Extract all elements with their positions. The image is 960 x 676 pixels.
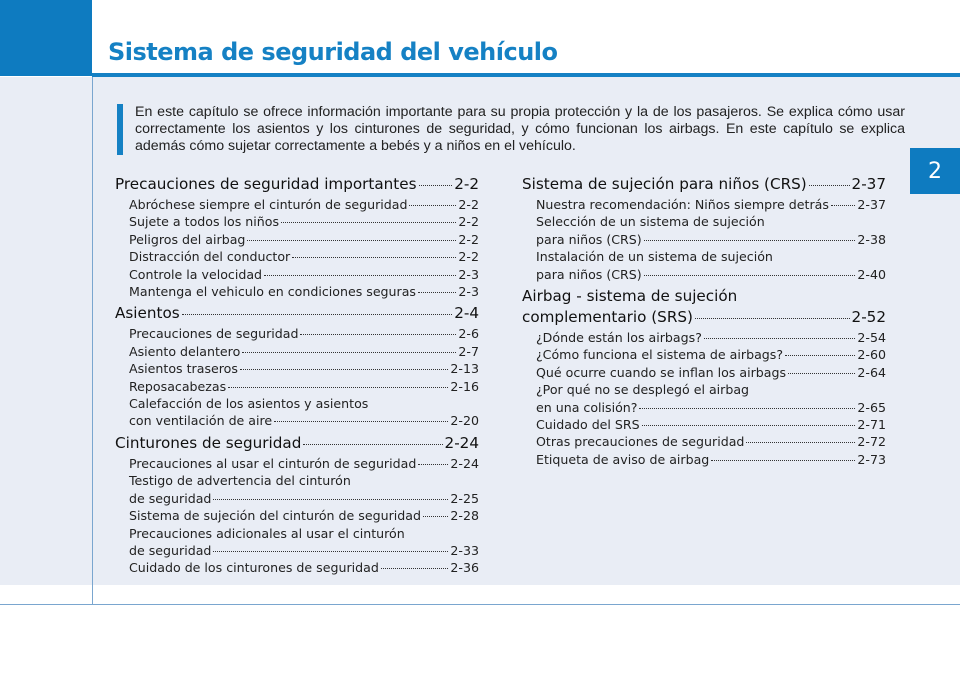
toc-entry-page: 2-60 bbox=[857, 347, 886, 363]
toc-section-label: Sistema de sujeción para niños (CRS) bbox=[522, 175, 807, 193]
toc-leader bbox=[247, 240, 456, 241]
toc-entry-label: de seguridad bbox=[129, 490, 212, 506]
toc-leader bbox=[213, 499, 448, 500]
toc-leader bbox=[644, 240, 856, 241]
toc-leader bbox=[809, 185, 850, 186]
toc-section[interactable] bbox=[522, 307, 886, 328]
toc-entry[interactable] bbox=[115, 196, 479, 213]
toc-entry-label-line[interactable]: ¿Por qué no se desplegó el airbag bbox=[536, 382, 750, 398]
toc-entry-label: Reposacabezas bbox=[129, 378, 227, 394]
toc-entry[interactable] bbox=[522, 346, 886, 363]
toc-entry[interactable] bbox=[115, 507, 479, 524]
toc-entry[interactable] bbox=[115, 559, 479, 576]
toc-entry[interactable] bbox=[522, 399, 886, 416]
toc-entry[interactable] bbox=[522, 231, 886, 248]
toc-section-page: 2-2 bbox=[454, 175, 479, 193]
toc-entry-page: 2-24 bbox=[450, 455, 479, 471]
toc-leader bbox=[281, 222, 456, 223]
toc-entry[interactable] bbox=[115, 490, 479, 507]
toc-leader bbox=[831, 205, 855, 206]
toc-entry[interactable] bbox=[115, 248, 479, 265]
toc-entry-label-line[interactable]: Calefacción de los asientos y asientos bbox=[129, 396, 369, 412]
toc-leader bbox=[639, 408, 855, 409]
toc-entry-label: Precauciones al usar el cinturón de seguridad bbox=[129, 455, 417, 471]
toc-leader bbox=[642, 425, 856, 426]
toc-entry-page: 2-16 bbox=[450, 378, 479, 394]
toc-entry-label: en una colisión? bbox=[536, 399, 638, 415]
toc-entry[interactable] bbox=[115, 343, 479, 360]
toc-entry-page: 2-20 bbox=[450, 413, 479, 429]
toc-entry-label: para niños (CRS) bbox=[536, 231, 642, 247]
toc-entry-label: Peligros del airbag bbox=[129, 231, 246, 247]
toc-section-page: 2-52 bbox=[851, 308, 886, 327]
toc-entry-page: 2-37 bbox=[857, 197, 886, 212]
toc-leader bbox=[274, 421, 448, 422]
toc-entry[interactable] bbox=[115, 412, 479, 429]
corner-block bbox=[0, 0, 92, 76]
toc-entry-label: Controle la velocidad bbox=[129, 266, 263, 282]
left-margin-line bbox=[92, 77, 93, 604]
toc-entry[interactable] bbox=[115, 325, 479, 342]
toc-entry-label: Sistema de sujeción del cinturón de seguridad bbox=[129, 508, 421, 524]
toc-leader bbox=[303, 444, 442, 445]
bottom-rule bbox=[0, 604, 960, 605]
toc-entry-label: con ventilación de aire bbox=[129, 413, 273, 429]
toc-entry-label: Qué ocurre cuando se inflan los airbags bbox=[536, 364, 787, 380]
toc-section-label: Asientos bbox=[115, 304, 180, 323]
toc-entry[interactable] bbox=[115, 542, 479, 559]
toc-entry[interactable] bbox=[115, 213, 479, 230]
toc-section[interactable] bbox=[115, 303, 479, 324]
toc-leader bbox=[300, 334, 456, 335]
toc-section-label: Cinturones de seguridad bbox=[115, 433, 302, 452]
toc-leader bbox=[240, 369, 448, 370]
toc-entry-page: 2-64 bbox=[857, 364, 886, 380]
toc-entry-label: Cuidado del SRS bbox=[536, 417, 640, 433]
toc-section-page: 2-24 bbox=[444, 433, 479, 452]
toc-entry-label: Otras precauciones de seguridad bbox=[536, 434, 745, 450]
toc-entry-label: ¿Cómo funciona el sistema de airbags? bbox=[536, 347, 784, 363]
toc-entry-label: Mantenga el vehiculo en condiciones seguras bbox=[129, 284, 416, 300]
toc-entry-page: 2-28 bbox=[450, 508, 479, 524]
chapter-tab[interactable]: 2 bbox=[910, 148, 960, 194]
toc-leader bbox=[264, 275, 456, 276]
toc-leader bbox=[242, 352, 456, 353]
toc-entry-label: de seguridad bbox=[129, 542, 212, 558]
toc-leader bbox=[228, 387, 448, 388]
toc-entry-label: Asientos traseros bbox=[129, 361, 238, 377]
toc-entry[interactable] bbox=[115, 266, 479, 283]
toc-entry-page: 2-40 bbox=[857, 266, 886, 282]
toc-entry-page: 2-71 bbox=[857, 417, 886, 433]
toc-entry-label: Precauciones de seguridad bbox=[129, 326, 299, 342]
toc-section[interactable] bbox=[115, 174, 479, 195]
toc-leader bbox=[381, 568, 449, 569]
toc-entry-page: 2-36 bbox=[450, 560, 479, 576]
toc-left-column bbox=[115, 174, 479, 577]
toc-section-label-line[interactable]: Airbag - sistema de sujeción bbox=[522, 287, 738, 306]
page-title: Sistema de seguridad del vehículo bbox=[108, 38, 558, 66]
toc-entry-page: 2-2 bbox=[458, 249, 479, 265]
toc-section[interactable] bbox=[115, 433, 479, 454]
toc-entry-label-line[interactable]: Instalación de un sistema de sujeción bbox=[536, 249, 773, 265]
toc-entry-label: ¿Dónde están los airbags? bbox=[536, 330, 702, 346]
toc-leader bbox=[418, 464, 448, 465]
toc-leader bbox=[788, 373, 855, 374]
toc-entry-page: 2-3 bbox=[458, 284, 479, 300]
toc-entry[interactable] bbox=[522, 196, 886, 213]
toc-entry-label: Nuestra recomendación: Niños siempre detrás bbox=[536, 197, 829, 212]
toc-leader bbox=[695, 318, 850, 319]
toc-entry-label-line[interactable]: Precauciones adicionales al usar el cinturón bbox=[129, 525, 405, 541]
toc-leader bbox=[423, 516, 448, 517]
toc-entry-page: 2-25 bbox=[450, 490, 479, 506]
toc-entry-label: Asiento delantero bbox=[129, 343, 241, 359]
toc-entry-page: 2-2 bbox=[458, 231, 479, 247]
toc-entry-page: 2-2 bbox=[458, 197, 479, 212]
toc-entry-page: 2-13 bbox=[450, 361, 479, 377]
toc-entry-label: Etiqueta de aviso de airbag bbox=[536, 451, 710, 467]
toc-leader bbox=[746, 442, 855, 443]
toc-entry[interactable] bbox=[522, 416, 886, 433]
toc-entry-label: Cuidado de los cinturones de seguridad bbox=[129, 560, 379, 576]
toc-entry[interactable] bbox=[115, 283, 479, 300]
toc-section-label: complementario (SRS) bbox=[522, 308, 693, 327]
toc-entry[interactable] bbox=[115, 360, 479, 377]
toc-entry[interactable] bbox=[115, 378, 479, 395]
toc-entry-page: 2-6 bbox=[458, 326, 479, 342]
toc-leader bbox=[704, 338, 856, 339]
toc-leader bbox=[418, 292, 456, 293]
toc-leader bbox=[292, 257, 456, 258]
toc-entry-page: 2-38 bbox=[857, 231, 886, 247]
toc-entry-page: 2-3 bbox=[458, 266, 479, 282]
toc-entry-page: 2-54 bbox=[857, 330, 886, 346]
toc-entry-page: 2-33 bbox=[450, 542, 479, 558]
toc-entry[interactable] bbox=[115, 455, 479, 472]
toc-entry-label-line[interactable]: Selección de un sistema de sujeción bbox=[536, 214, 765, 230]
toc-leader bbox=[644, 275, 856, 276]
toc-entry[interactable] bbox=[522, 433, 886, 450]
toc-entry-label: Distracción del conductor bbox=[129, 249, 291, 265]
toc-entry-page: 2-73 bbox=[857, 451, 886, 467]
toc-section[interactable] bbox=[522, 174, 886, 195]
toc-right-column bbox=[522, 174, 886, 468]
toc-entry-page: 2-7 bbox=[458, 343, 479, 359]
intro-paragraph: En este capítulo se ofrece información importante para su propia protección y la de los pasajeros. Se explica cómo usar correctamente los asientos y los cinturones de seguridad, y cómo funcionan los airbags. En este capítulo se explica además cómo sujetar correctamente a bebés y a niños en el vehículo. bbox=[117, 104, 905, 155]
toc-leader bbox=[785, 355, 855, 356]
toc-entry-label: Abróchese siempre el cinturón de seguridad bbox=[129, 197, 408, 212]
toc-entry-label-line[interactable]: Testigo de advertencia del cinturón bbox=[129, 473, 351, 489]
toc-section-label: Precauciones de seguridad importantes bbox=[115, 175, 417, 193]
toc-entry-page: 2-65 bbox=[857, 399, 886, 415]
toc-entry-page: 2-2 bbox=[458, 214, 479, 230]
toc-leader bbox=[409, 205, 456, 206]
toc-entry[interactable] bbox=[522, 329, 886, 346]
toc-entry-label: Sujete a todos los niños bbox=[129, 214, 280, 230]
toc-entry[interactable] bbox=[522, 364, 886, 381]
toc-entry[interactable] bbox=[522, 266, 886, 283]
toc-entry[interactable] bbox=[522, 451, 886, 468]
toc-section-page: 2-37 bbox=[851, 175, 886, 193]
toc-entry-page: 2-72 bbox=[857, 434, 886, 450]
toc-section-page: 2-4 bbox=[454, 304, 479, 323]
toc-leader bbox=[213, 551, 448, 552]
toc-leader bbox=[182, 314, 453, 315]
toc-entry[interactable] bbox=[115, 231, 479, 248]
toc-entry-label: para niños (CRS) bbox=[536, 266, 642, 282]
toc-leader bbox=[419, 185, 453, 186]
toc-leader bbox=[711, 460, 855, 461]
